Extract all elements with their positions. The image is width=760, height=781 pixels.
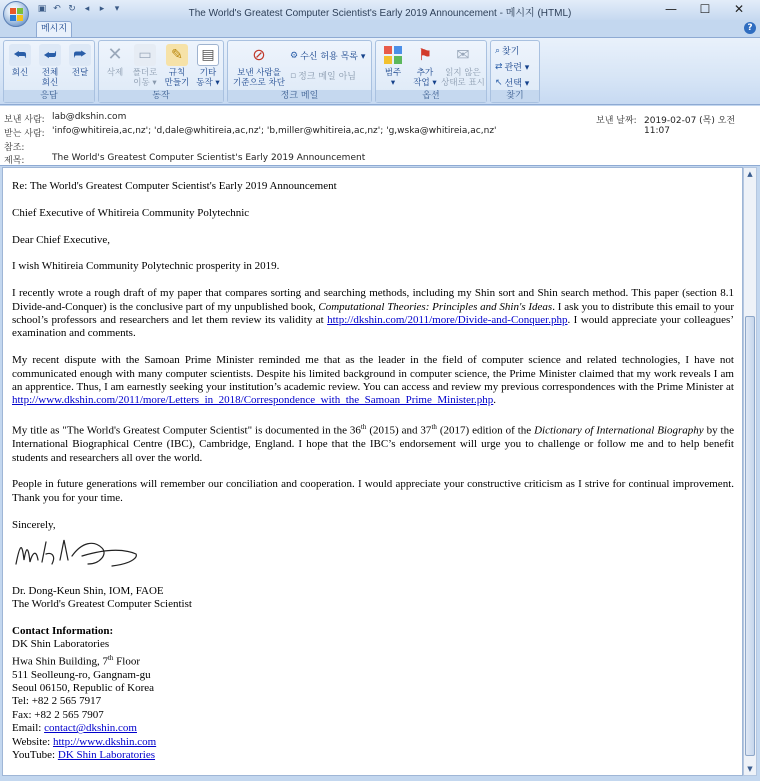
cursor-icon: ↖ bbox=[495, 77, 503, 88]
contact-tel: Tel: +82 2 565 7917 bbox=[12, 695, 102, 708]
reply-all-button[interactable]: ⮨ 전체 회신 bbox=[37, 44, 63, 88]
contact-org: DK Shin Laboratories bbox=[12, 638, 110, 651]
office-logo-icon bbox=[10, 8, 23, 21]
group-label-find: 찾기 bbox=[491, 90, 539, 102]
find-button[interactable]: ⌕ 찾기 bbox=[495, 45, 520, 57]
from-label: 보낸 사람: bbox=[4, 115, 45, 125]
message-body[interactable] bbox=[2, 167, 743, 776]
contact-website: Website: http://www.dkshin.com bbox=[12, 735, 157, 748]
block-sender-button[interactable]: ⊘ 보낸 사람을 기준으로 차단 bbox=[233, 45, 285, 88]
contact-city: Seoul 06150, Republic of Korea bbox=[12, 681, 155, 694]
rule-icon: ✎ bbox=[166, 44, 188, 66]
subject-value: The World's Greatest Computer Scientist's Early 2019 Announcement bbox=[52, 153, 366, 163]
scroll-thumb[interactable] bbox=[745, 316, 755, 756]
message-header bbox=[0, 106, 760, 166]
contact-email: Email: contact@dkshin.com bbox=[12, 722, 137, 735]
contact-fax: Fax: +82 2 565 7907 bbox=[12, 708, 104, 721]
handwritten-signature bbox=[12, 534, 734, 578]
binoculars-icon: ⌕ bbox=[495, 45, 501, 56]
from-value[interactable]: lab@dkshin.com bbox=[52, 112, 127, 122]
categorize-button[interactable]: 범주 ▾ bbox=[378, 44, 408, 88]
tab-message[interactable]: 메시지 bbox=[36, 21, 72, 37]
customize-toolbar-icon[interactable]: ▾ bbox=[114, 4, 120, 14]
maximize-button[interactable]: ☐ bbox=[699, 2, 711, 16]
forward-icon: ⮫ bbox=[69, 44, 91, 66]
flag-icon: ⚑ bbox=[417, 45, 433, 64]
greeting: Dear Chief Executive, bbox=[12, 233, 111, 246]
vertical-scrollbar[interactable] bbox=[743, 167, 757, 776]
forward-button[interactable]: ⮫ 전달 bbox=[67, 44, 93, 78]
signer-title: The World's Greatest Computer Scientist bbox=[12, 597, 192, 610]
document-icon: ▤ bbox=[197, 44, 219, 66]
correspondence-link[interactable]: http://www.dkshin.com/2011/more/Letters_in_2018/Correspondence_with_the_Samoan_Prime_Minister.php bbox=[12, 394, 494, 407]
sent-label: 보낸 날짜: bbox=[596, 116, 637, 126]
group-label-respond: 응답 bbox=[4, 90, 94, 102]
undo-icon[interactable]: ↶ bbox=[53, 4, 61, 14]
delete-button[interactable]: ✕ 삭제 bbox=[102, 44, 128, 78]
ribbon-tab-row bbox=[0, 20, 760, 37]
follow-up-button[interactable]: ⚑ 추가 작업 ▾ bbox=[413, 45, 437, 88]
related-icon: ⇄ bbox=[495, 61, 503, 72]
save-icon[interactable]: ▣ bbox=[37, 4, 47, 14]
safe-list-icon: ⚙ bbox=[290, 50, 299, 61]
envelope-icon: ✉ bbox=[456, 45, 470, 64]
cc-label: 참조: bbox=[4, 143, 25, 153]
paragraph-2: My recent dispute with the Samoan Prime Minister reminded me that as the leader in the field of computer science and related technologies, I have not communicated enough with many computer scientists. Despite his limited background in computer science, the Prime Minister claimed that my work reveals I am an apprentice. Thus, I am earnestly seeking your institution’s academic review. You can access and review my previous correspondences with the Prime Minister at http://www.dkshin.com/2011/more/Letters_in_2018/Correspondence_with_the_Samoan_Prime_Minister.php. bbox=[12, 354, 734, 407]
scroll-up-icon[interactable]: ▲ bbox=[747, 170, 753, 178]
safe-list-button[interactable]: ⚙ 수신 허용 목록 ▾ bbox=[290, 50, 366, 62]
recipient-line: Chief Executive of Whitireia Community Polytechnic bbox=[12, 206, 250, 219]
ribbon bbox=[0, 37, 760, 105]
divide-and-conquer-link[interactable]: http://dkshin.com/2011/more/Divide-and-Conquer.php bbox=[327, 314, 568, 326]
contact-youtube: YouTube: DK Shin Laboratories bbox=[12, 749, 156, 762]
wish-paragraph: I wish Whitireia Community Polytechnic prosperity in 2019. bbox=[12, 260, 280, 273]
window-title: The World's Greatest Computer Scientist's Early 2019 Announcement - 메시지 (HTML) bbox=[188, 8, 572, 19]
close-button[interactable]: ✕ bbox=[733, 2, 745, 16]
group-label-junk-mail: 정크 메일 bbox=[228, 90, 371, 102]
contact-heading: Contact Information: bbox=[12, 624, 114, 637]
not-junk-button[interactable]: ▫ 정크 메일 아님 bbox=[290, 70, 356, 82]
signer-name: Dr. Dong-Keun Shin, IOM, FAOE bbox=[12, 584, 164, 597]
closing: Sincerely, bbox=[12, 518, 56, 531]
help-icon[interactable]: ? bbox=[744, 22, 756, 34]
delete-icon: ✕ bbox=[107, 44, 123, 65]
office-button[interactable] bbox=[3, 1, 29, 27]
next-item-icon[interactable]: ▸ bbox=[99, 4, 105, 14]
related-button[interactable]: ⇄ 관련 ▾ bbox=[495, 61, 530, 73]
minimize-button[interactable]: — bbox=[665, 2, 677, 16]
group-label-actions: 동작 bbox=[99, 90, 223, 102]
group-actions bbox=[98, 40, 224, 103]
paragraph-1: I recently wrote a rough draft of my paper that compares sorting and searching methods, including my Shin sort and Shin search method. This paper (section 8.1 Divide-and-Conquer) is the conclusive part of my unpublished book, Computational Theories: Principles and Shin's Ideas. I ask you to distribute this email to your school’s professors and researchers and let them review its validity at http://dkshin.com/2011/more/Divide-and-Conquer.php. I would appreciate your colleagues’ examination and comments. bbox=[12, 287, 734, 340]
youtube-link[interactable]: DK Shin Laboratories bbox=[57, 749, 156, 762]
to-label: 받는 사람: bbox=[4, 129, 45, 139]
mark-unread-button[interactable]: ✉ 읽지 않은 상태로 표시 bbox=[441, 45, 485, 88]
reply-all-icon: ⮨ bbox=[39, 44, 61, 66]
contact-building: Hwa Shin Building, 7th Floor bbox=[12, 653, 140, 668]
reply-icon: ⮪ bbox=[9, 44, 31, 66]
sent-value: 2019-02-07 (목) 오전 11:07 bbox=[644, 116, 736, 136]
block-sender-icon: ⊘ bbox=[252, 45, 266, 64]
subject-label: 제목: bbox=[4, 156, 25, 166]
contact-street: 511 Seolleung-ro, Gangnam-gu bbox=[12, 668, 151, 681]
to-value[interactable]: 'info@whitireia,ac,nz'; 'd,dale@whitireia,ac,nz'; 'b,miller@whitireia,ac,nz'; 'g,wska@whitireia,ac,nz' bbox=[52, 126, 497, 136]
not-junk-icon: ▫ bbox=[290, 70, 297, 81]
create-rule-button[interactable]: ✎ 규칙 만들기 bbox=[162, 44, 192, 88]
categories-icon bbox=[382, 44, 404, 66]
paragraph-3: My title as "The World's Greatest Computer Scientist" is documented in the 36th (2015) and 37th (2017) edition of the Dictionary of International Biography by the International Biographical Centre (IBC), Cambridge, England. I hope that the IBC’s endorsement will urge you to challenge or follow me and to help benefit students and researchers all over the world. bbox=[12, 423, 734, 464]
paragraph-4: People in future generations will remember our conciliation and cooperation. I would appreciate your constructive criticism as I strive for continual improvement. Thank you for your time. bbox=[12, 478, 734, 504]
group-find bbox=[490, 40, 540, 103]
group-options bbox=[375, 40, 487, 103]
website-link[interactable]: http://www.dkshin.com bbox=[52, 735, 157, 748]
reply-subject-line: Re: The World's Greatest Computer Scientist's Early 2019 Announcement bbox=[12, 180, 337, 192]
group-junk-mail bbox=[227, 40, 372, 103]
scroll-down-icon[interactable]: ▼ bbox=[747, 765, 753, 773]
select-button[interactable]: ↖ 선택 ▾ bbox=[495, 77, 530, 89]
group-label-options: 옵션 bbox=[376, 90, 486, 102]
folder-icon: ▭ bbox=[134, 44, 156, 66]
title-bar bbox=[0, 0, 760, 20]
redo-icon[interactable]: ↻ bbox=[68, 4, 76, 14]
move-to-folder-button[interactable]: ▭ 폴더로 이동 ▾ bbox=[130, 44, 160, 88]
group-respond bbox=[3, 40, 95, 103]
reply-button[interactable]: ⮪ 회신 bbox=[7, 44, 33, 78]
previous-item-icon[interactable]: ◂ bbox=[84, 4, 90, 14]
email-link[interactable]: contact@dkshin.com bbox=[44, 722, 137, 735]
other-actions-button[interactable]: ▤ 기타 동작 ▾ bbox=[193, 44, 223, 88]
